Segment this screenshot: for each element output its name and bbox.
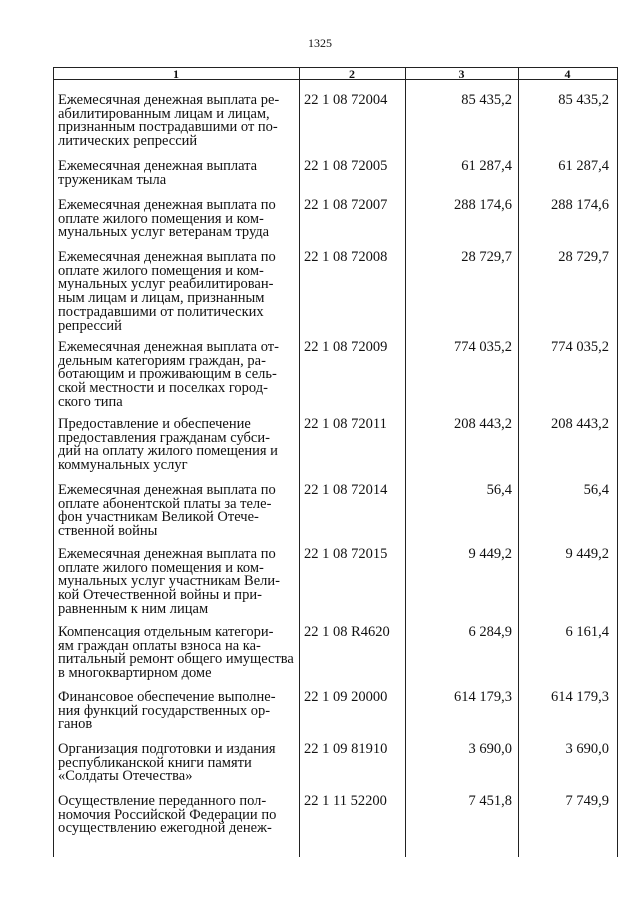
row-name: Организация подготовки и издания республиканской книги памяти «Солдаты Отечества»	[58, 741, 276, 785]
row-value-3: 208 443,2	[454, 416, 512, 432]
row-code: 22 1 08 72007	[304, 197, 388, 213]
row-value-4: 56,4	[583, 482, 609, 498]
page-number: 1325	[308, 36, 332, 50]
row-code: 22 1 11 52200	[304, 793, 387, 809]
column-divider-2	[299, 67, 300, 857]
row-name: Ежемесячная денежная выплата ре- абилитированным лицам и лицам, признанным пострадавшими от по- литических репрессий	[58, 92, 280, 150]
row-name: Осуществление переданного пол- номочия Российской Федерации по осуществлению ежегодной денеж-	[58, 793, 277, 837]
row-value-4: 61 287,4	[558, 158, 609, 174]
row-code: 22 1 08 72008	[304, 249, 388, 265]
row-value-4: 3 690,0	[565, 741, 609, 757]
row-name: Ежемесячная денежная выплата труженикам тыла	[58, 158, 258, 188]
row-code: 22 1 08 72005	[304, 158, 388, 174]
row-value-4: 85 435,2	[558, 92, 609, 108]
column-divider-1	[53, 67, 54, 857]
row-value-3: 6 284,9	[468, 624, 512, 640]
row-code: 22 1 08 72011	[304, 416, 387, 432]
row-value-4: 7 749,9	[565, 793, 609, 809]
row-value-4: 6 161,4	[565, 624, 609, 640]
row-value-4: 774 035,2	[551, 339, 609, 355]
row-value-4: 208 443,2	[551, 416, 609, 432]
row-value-3: 56,4	[486, 482, 512, 498]
row-value-3: 3 690,0	[468, 741, 512, 757]
row-code: 22 1 09 81910	[304, 741, 388, 757]
row-value-4: 614 179,3	[551, 689, 609, 705]
row-value-3: 288 174,6	[454, 197, 512, 213]
row-value-3: 85 435,2	[461, 92, 512, 108]
row-value-3: 7 451,8	[468, 793, 512, 809]
row-value-3: 774 035,2	[454, 339, 512, 355]
row-code: 22 1 08 72014	[304, 482, 388, 498]
row-value-4: 288 174,6	[551, 197, 609, 213]
row-name: Ежемесячная денежная выплата от- дельным категориям граждан, ра- ботающим и проживающим в сель- ской местности и поселках город- ского типа	[58, 339, 279, 410]
row-code: 22 1 09 20000	[304, 689, 388, 705]
row-code: 22 1 08 72009	[304, 339, 388, 355]
column-divider-4	[518, 67, 519, 857]
row-value-4: 9 449,2	[565, 546, 609, 562]
header-col-3: 3	[458, 67, 465, 81]
header-col-4: 4	[564, 67, 571, 81]
row-name: Ежемесячная денежная выплата по оплате жилого помещения и ком- мунальных услуг участникам Вели- кой Отечественной войны и при- равненным к ним лицам	[58, 546, 280, 617]
row-code: 22 1 08 R4620	[304, 624, 390, 640]
column-divider-5	[617, 67, 618, 857]
header-col-1: 1	[173, 67, 179, 81]
row-value-3: 9 449,2	[468, 546, 512, 562]
row-name: Компенсация отдельным категори- ям граждан оплаты взноса на ка- питальный ремонт общего имущества в многоквартирном доме	[58, 624, 294, 682]
row-code: 22 1 08 72015	[304, 546, 388, 562]
row-name: Ежемесячная денежная выплата по оплате жилого помещения и ком- мунальных услуг реабилитирован- ным лицам и лицам, признанным пострадавшими от политических репрессий	[58, 249, 276, 334]
header-col-2: 2	[349, 67, 355, 81]
row-value-3: 28 729,7	[461, 249, 512, 265]
row-value-3: 614 179,3	[454, 689, 512, 705]
row-name: Финансовое обеспечение выполне- ния функций государственных ор- ганов	[58, 689, 276, 733]
row-name: Предоставление и обеспечение предоставления гражданам субси- дий на оплату жилого помещения и коммунальных услуг	[58, 416, 278, 474]
row-value-3: 61 287,4	[461, 158, 512, 174]
row-name: Ежемесячная денежная выплата по оплате абонентской платы за теле- фон участникам Великой Отече- ственной войны	[58, 482, 276, 540]
column-divider-3	[405, 67, 406, 857]
row-code: 22 1 08 72004	[304, 92, 388, 108]
row-name: Ежемесячная денежная выплата по оплате жилого помещения и ком- мунальных услуг ветеранам труда	[58, 197, 276, 241]
row-value-4: 28 729,7	[558, 249, 609, 265]
